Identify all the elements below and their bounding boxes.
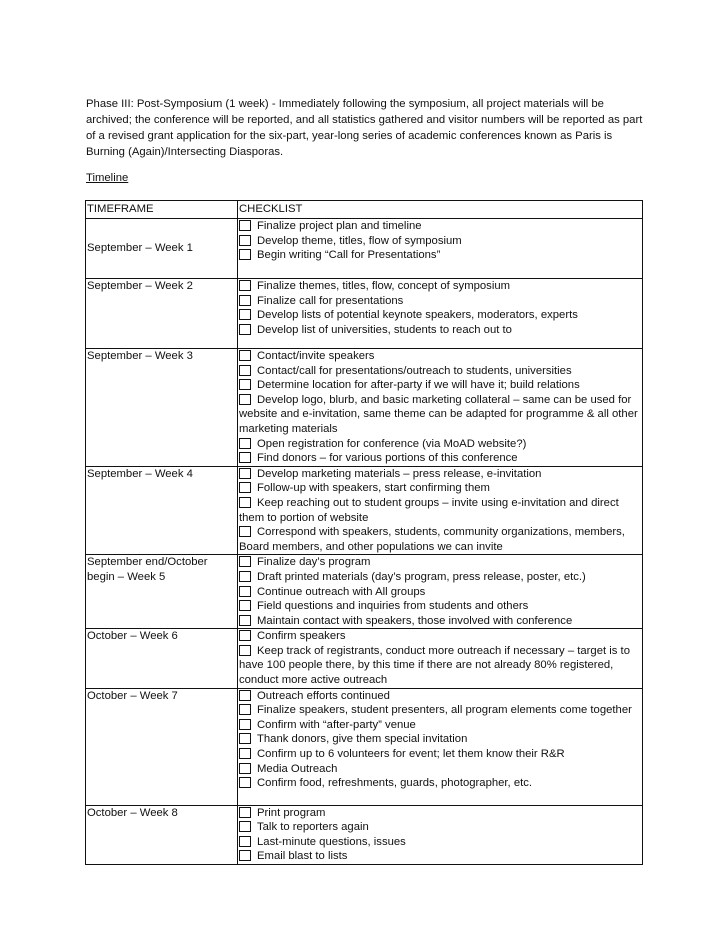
checkbox[interactable] [239,309,251,320]
checklist-item-text: Thank donors, give them special invitation [257,733,468,746]
checklist-cell [238,629,643,688]
table-row [86,555,643,629]
checklist-item-text: Follow-up with speakers, start confirming them [257,482,490,495]
checklist-item-text: Correspond with speakers, students, community organizations, members, Board members, and other populations we can invite [239,526,625,553]
checklist-item [239,364,642,379]
checklist-item [239,294,642,309]
checklist-item [239,762,642,777]
checklist-item-text: Confirm with “after-party” venue [257,718,416,731]
checklist-item-text: Media Outreach [257,762,338,775]
checklist-item [239,644,642,688]
timeframe-column-header: TIMEFRAME [86,201,238,219]
checklist-item-text: Develop lists of potential keynote speakers, moderators, experts [257,309,578,322]
table-row [86,805,643,864]
checklist-item [239,703,642,718]
checkbox[interactable] [239,452,251,463]
checkbox[interactable] [239,526,251,537]
checklist-item-text: Open registration for conference (via MoAD website?) [257,437,527,450]
checkbox[interactable] [239,719,251,730]
checkbox[interactable] [239,249,251,260]
table-row [86,279,643,349]
timeline-rows [86,219,643,865]
checklist-item [239,835,642,850]
checklist-item-text: Print program [257,806,326,819]
table-row [86,629,643,688]
checklist-item [239,481,642,496]
checklist-item [239,378,642,393]
checkbox[interactable] [239,295,251,306]
checklist-cell [238,349,643,467]
checklist-item-text: Outreach efforts continued [257,689,390,702]
checklist-item [239,349,642,364]
checkbox[interactable] [239,556,251,567]
checklist-item [239,323,642,338]
checklist-item-text: Last-minute questions, issues [257,835,406,848]
checkbox[interactable] [239,690,251,701]
checklist-item [239,555,642,570]
checklist-item [239,689,642,704]
checklist-item [239,849,642,864]
checklist-item-text: Continue outreach with All groups [257,585,426,598]
checkbox[interactable] [239,235,251,246]
timeframe-cell: September – Week 4 [86,466,238,555]
checklist-item [239,393,642,437]
checkbox[interactable] [239,365,251,376]
checklist-item [239,599,642,614]
checklist-item-text: Confirm food, refreshments, guards, photographer, etc. [257,777,533,790]
checkbox[interactable] [239,807,251,818]
checkbox[interactable] [239,645,251,656]
checklist-item-text: Develop logo, blurb, and basic marketing collateral – same can be used for website and e-invitation, same theme can be adapted for programme & all other marketing materials [239,393,638,435]
checklist-cell [238,219,643,279]
timeframe-cell: September end/October begin – Week 5 [86,555,238,629]
table-row [86,466,643,555]
checkbox[interactable] [239,615,251,626]
checklist-item [239,496,642,525]
timeframe-cell: September – Week 2 [86,279,238,349]
checkbox[interactable] [239,850,251,861]
checkbox[interactable] [239,600,251,611]
checklist-item-text: Maintain contact with speakers, those involved with conference [257,614,573,627]
checkbox[interactable] [239,394,251,405]
checklist-item-text: Contact/call for presentations/outreach to students, universities [257,364,572,377]
checklist-item [239,806,642,821]
table-row [86,688,643,805]
checklist-item-text: Talk to reporters again [257,821,369,834]
checklist-item [239,279,642,294]
checklist-cell [238,279,643,349]
checklist-item [239,219,642,234]
checklist-item-text: Develop marketing materials – press release, e-invitation [257,467,542,480]
checklist-item-text: Finalize day’s program [257,556,371,569]
checklist-item-text: Email blast to lists [257,850,348,863]
checkbox[interactable] [239,379,251,390]
checkbox[interactable] [239,836,251,847]
checklist-item [239,451,642,466]
timeline-table [85,200,643,865]
checkbox[interactable] [239,777,251,788]
checklist-item-text: Develop theme, titles, flow of symposium [257,234,462,247]
checkbox[interactable] [239,324,251,335]
checklist-item [239,732,642,747]
checklist-item-text: Begin writing “Call for Presentations” [257,249,441,262]
checkbox[interactable] [239,748,251,759]
checklist-item [239,585,642,600]
checklist-item [239,234,642,249]
checklist-item [239,747,642,762]
checklist-item-text: Keep reaching out to student groups – invite using e-invitation and direct them to portion of website [239,496,619,524]
checklist-item-text: Finalize call for presentations [257,294,404,307]
checklist-item [239,525,642,554]
phase-three-paragraph: Phase III: Post-Symposium (1 week) - Immediately following the symposium, all project materials will be archived; the conference will be reported, and all statistics gathered and visitor numbers will be reported as part of a revised grant application for the six-part, year-long series of academic conferences known as Paris is Burning (Again)/Intersecting Diasporas. [86,98,643,158]
checklist-cell [238,466,643,555]
table-row [86,349,643,467]
checklist-item [239,629,642,644]
checkbox[interactable] [239,482,251,493]
timeframe-cell: October – Week 7 [86,688,238,805]
checklist-item-text: Determine location for after-party if we will have it; build relations [257,379,580,392]
checklist-cell [238,805,643,864]
checklist-cell [238,688,643,805]
checklist-item-text: Draft printed materials (day’s program, press release, poster, etc.) [257,570,586,583]
table-header-row [86,201,643,219]
checkbox[interactable] [239,220,251,231]
checklist-item-text: Confirm speakers [257,630,346,643]
timeframe-cell: October – Week 6 [86,629,238,688]
checklist-item-text: Keep track of registrants, conduct more outreach if necessary – target is to have 100 people there, by this time if there are not already 80% registered, conduct more active outreach [239,644,630,687]
checklist-item-text: Confirm up to 6 volunteers for event; let them know their R&R [257,748,565,761]
checkbox[interactable] [239,733,251,744]
checklist-item [239,820,642,835]
checkbox[interactable] [239,821,251,832]
checkbox[interactable] [239,280,251,291]
checklist-item-text: Develop list of universities, students to reach out to [257,323,512,336]
checkbox[interactable] [239,704,251,715]
checklist-item-text: Finalize project plan and timeline [257,220,422,232]
table-row [86,219,643,279]
checklist-item [239,570,642,585]
checklist-item-text: Finalize speakers, student presenters, all program elements come together [257,704,632,717]
checkbox[interactable] [239,497,251,508]
checkbox[interactable] [239,571,251,582]
checkbox[interactable] [239,630,251,641]
checklist-column-header: CHECKLIST [238,201,643,219]
checklist-item-text: Finalize themes, titles, flow, concept of symposium [257,280,511,292]
timeframe-cell: September – Week 3 [86,349,238,467]
timeframe-cell: October – Week 8 [86,805,238,864]
checklist-item [239,718,642,733]
checklist-item [239,776,642,791]
checklist-cell [238,555,643,629]
checklist-item [239,248,642,263]
checkbox[interactable] [239,586,251,597]
timeline-heading: Timeline [86,172,129,184]
checkbox[interactable] [239,763,251,774]
checklist-item [239,437,642,452]
checklist-item-text: Find donors – for various portions of this conference [257,452,518,465]
timeframe-cell: September – Week 1 [86,219,238,279]
checkbox[interactable] [239,468,251,479]
checklist-item [239,308,642,323]
checkbox[interactable] [239,350,251,361]
checkbox[interactable] [239,438,251,449]
checklist-item-text: Field questions and inquiries from students and others [257,600,529,613]
checklist-item-text: Contact/invite speakers [257,350,375,362]
checklist-item [239,467,642,482]
checklist-item [239,614,642,629]
